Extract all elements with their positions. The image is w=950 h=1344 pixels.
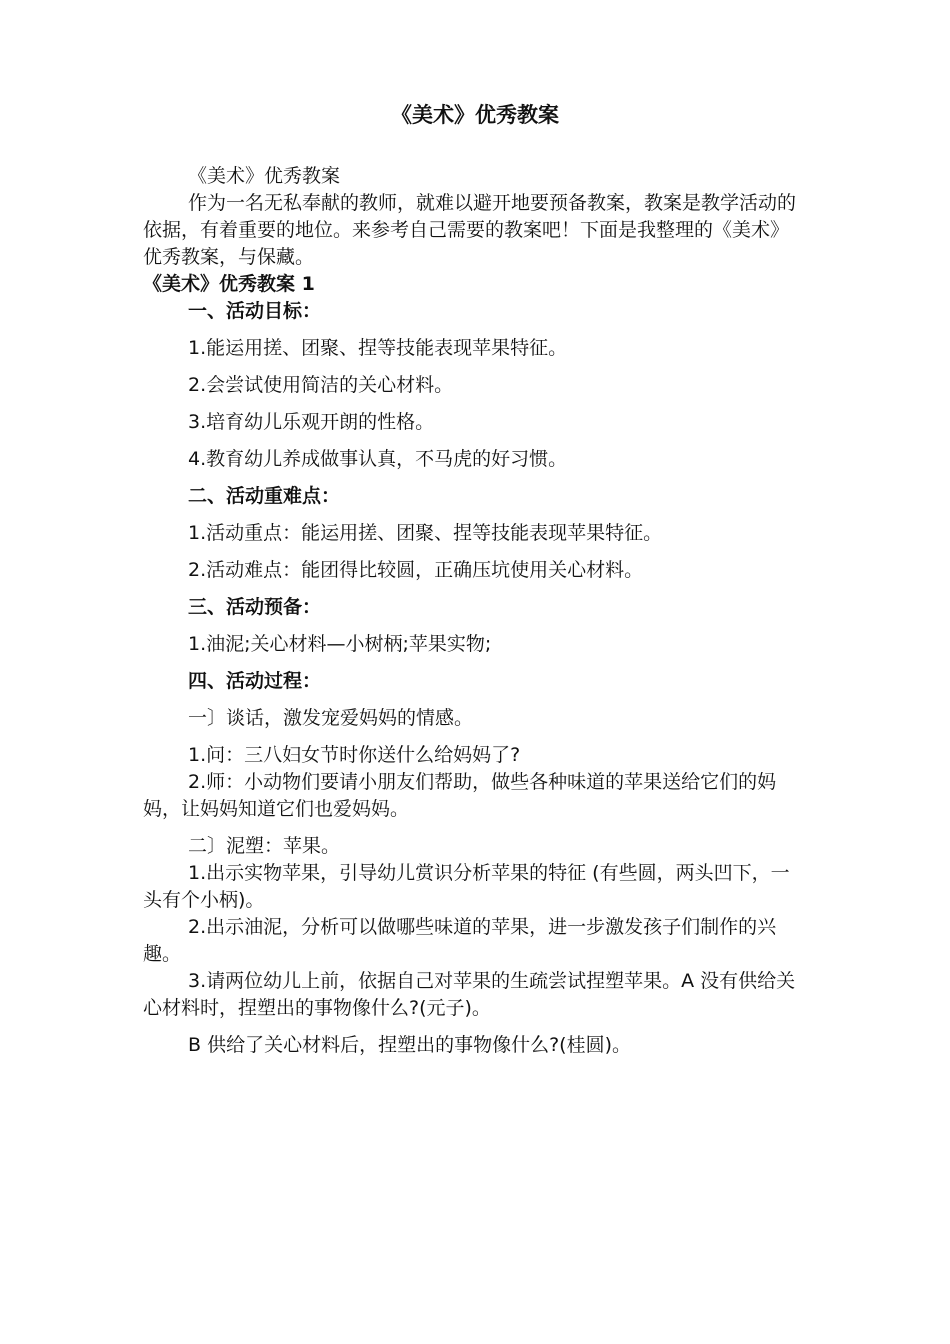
key-points-heading: 二、活动重难点： <box>188 485 341 507</box>
intro-paragraph: 作为一名无私奉献的教师，就难以避开地要预备教案，教案是教学活动的依据，有着重要的地位。来参考自己需要的教案吧！下面是我整理的《美术》优秀教案，与保藏。 <box>143 192 797 268</box>
section-title: 《美术》优秀教案 1 <box>143 273 315 295</box>
process-heading: 四、活动过程： <box>188 670 322 692</box>
process-paragraph: B 供给了关心材料后，捏塑出的事物像什么?(桂圆)。 <box>188 1034 631 1056</box>
document-title: 《美术》优秀教案 <box>391 103 559 127</box>
process-paragraph: 二〕泥塑：苹果。 <box>188 835 341 857</box>
goal-item: 3.培育幼儿乐观开朗的性格。 <box>188 411 435 433</box>
intro-subtitle: 《美术》优秀教案 <box>188 165 341 187</box>
preparation-item: 1.油泥;关心材料—小树柄;苹果实物; <box>188 633 492 655</box>
goal-item: 4.教育幼儿养成做事认真，不马虎的好习惯。 <box>188 448 568 470</box>
process-paragraph: 3.请两位幼儿上前，依据自己对苹果的生疏尝试捏塑苹果。A 没有供给关心材料时，捏塑出的事物像什么?(元子)。 <box>143 970 796 1019</box>
key-point-item: 2.活动难点：能团得比较圆，正确压坑使用关心材料。 <box>188 559 644 581</box>
process-paragraph: 一〕谈话，激发宠爱妈妈的情感。 <box>188 707 474 729</box>
process-paragraph: 1.出示实物苹果，引导幼儿赏识分析苹果的特征 (有些圆，两头凹下，一头有个小柄)。 <box>143 862 790 911</box>
preparation-heading: 三、活动预备： <box>188 596 322 618</box>
key-point-item: 1.活动重点：能运用搓、团聚、捏等技能表现苹果特征。 <box>188 522 663 544</box>
process-paragraph: 1.问：三八妇女节时你送什么给妈妈了? <box>188 744 521 766</box>
process-paragraph: 2.出示油泥，分析可以做哪些味道的苹果，进一步激发孩子们制作的兴趣。 <box>143 916 777 965</box>
goal-item: 2.会尝试使用简洁的关心材料。 <box>188 374 454 396</box>
goal-item: 1.能运用搓、团聚、捏等技能表现苹果特征。 <box>188 337 568 359</box>
document-body <box>143 163 803 1059</box>
goals-heading: 一、活动目标： <box>188 300 322 322</box>
process-paragraph: 2.师：小动物们要请小朋友们帮助，做些各种味道的苹果送给它们的妈妈，让妈妈知道它们也爱妈妈。 <box>143 771 777 820</box>
